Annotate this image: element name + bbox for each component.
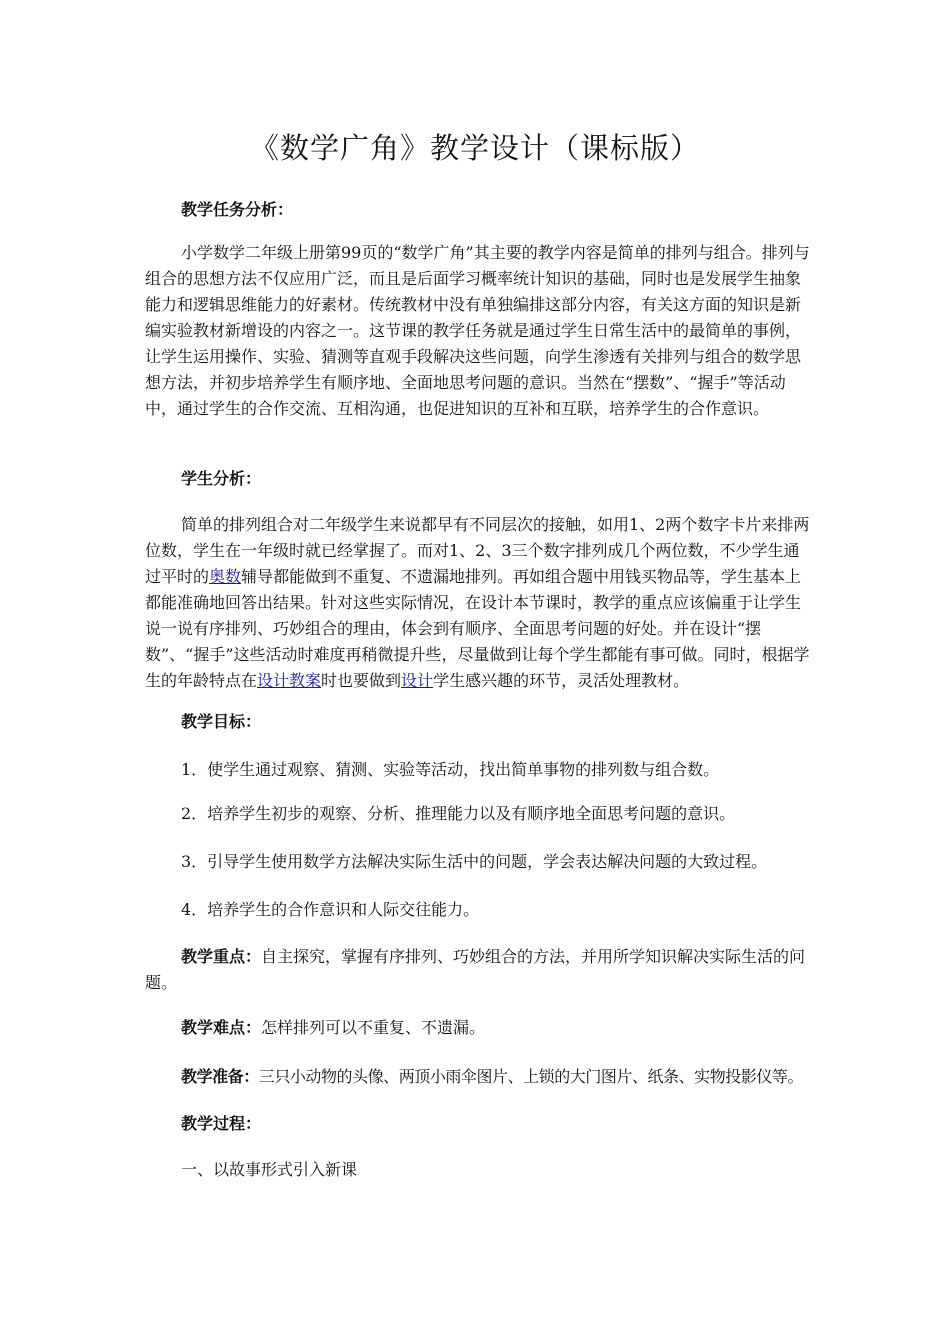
difficulties-text: 怎样排列可以不重复、不遗漏。 [261, 1018, 486, 1037]
objective-item: 1．使学生通过观察、猜测、实验等活动，找出简单事物的排列数与组合数。 [181, 760, 720, 779]
key-points-label: 教学重点： [181, 947, 262, 966]
student-analysis-text-4: 学生感兴趣的环节，灵活处理教材。 [433, 671, 690, 690]
preparation-text: 三只小动物的头像、两顶小雨伞图片、上锁的大门图片、纸条、实物投影仪等。 [258, 1067, 804, 1086]
design-link[interactable]: 设计 [401, 671, 434, 690]
key-points-paragraph [145, 944, 815, 996]
objectives-heading: 教学目标： [181, 712, 262, 731]
task-analysis-paragraph: 小学数学二年级上册第99页的“数学广角”其主要的教学内容是简单的排列与组合。排列与组合的思想方法不仅应用广泛，而且是后面学习概率统计知识的基础，同时也是发展学生抽象能力和逻辑思维能力的好素材。传统教材中没有单独编排这部分内容，有关这方面的知识是新编实验教材新增设的内容之一。这节课的教学任务就是通过学生日常生活中的最简单的事例，让学生运用操作、实验、猜测等直观手段解决这些问题，向学生渗透有关排列与组合的数学思想方法，并初步培养学生有顺序地、全面地思考问题的意识。当然在“摆数”、“握手”等活动中，通过学生的合作交流、互相沟通，也促进知识的互补和互联，培养学生的合作意识。 [145, 243, 810, 418]
student-analysis-text-1: 简单的排列组合对二年级学生来说都早有不同层次的接触，如用1、2两个数字卡片来排两位数，学生在一年级时就已经掌握了。而对1、2、3三个数字排列成几个两位数，不少学生通过平时的 [145, 515, 810, 586]
objective-item: 2．培养学生初步的观察、分析、推理能力以及有顺序地全面思考问题的意识。 [181, 804, 736, 823]
difficulties-label: 教学难点： [181, 1018, 262, 1037]
aoshu-link[interactable]: 奥数 [209, 567, 242, 586]
difficulties-paragraph [145, 1015, 815, 1041]
task-analysis-heading: 教学任务分析： [181, 200, 294, 219]
process-heading: 教学过程： [181, 1114, 262, 1133]
objective-item: 3．引导学生使用数学方法解决实际生活中的问题，学会表达解决问题的大致过程。 [181, 852, 768, 871]
preparation-label: 教学准备： [181, 1067, 259, 1086]
key-points-text: 自主探究，掌握有序排列、巧妙组合的方法，并用所学知识解决实际生活的问题。 [145, 947, 806, 992]
student-analysis-heading: 学生分析： [181, 469, 262, 488]
objective-item: 4．培养学生的合作意识和人际交往能力。 [181, 900, 480, 919]
document-title: 《数学广角》教学设计（课标版） [249, 131, 700, 165]
student-analysis-paragraph [145, 512, 815, 694]
student-analysis-text-2: 辅导都能做到不重复、不遗漏地排列。再如组合题中用钱买物品等，学生基本上都能准确地回答出结果。针对这些实际情况，在设计本节课时，教学的重点应该偏重于让学生说一说有序排列、巧妙组合的理由，体会到有顺序、全面思考问题的好处。并在设计“摆数”、“握手”这些活动时难度再稍微提升些，尽量做到让每个学生都能有事可做。同时，根据学生的年龄特点在 [145, 567, 810, 690]
lesson-plan-link[interactable]: 设计教案 [257, 671, 322, 690]
student-analysis-text-3: 时也要做到 [321, 671, 402, 690]
process-step-1: 一、以故事形式引入新课 [181, 1160, 358, 1179]
preparation-paragraph [145, 1064, 815, 1090]
